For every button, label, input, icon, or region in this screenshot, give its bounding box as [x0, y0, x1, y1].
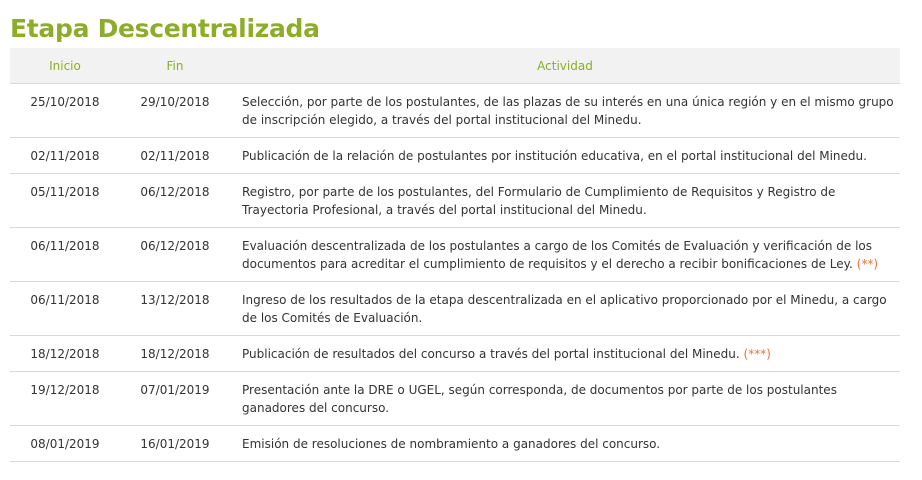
cell-start: 08/01/2019: [10, 426, 120, 462]
cell-end: 06/12/2018: [120, 174, 230, 228]
cell-start: 18/12/2018: [10, 336, 120, 372]
activity-text: Selección, por parte de los postulantes, de las plazas de su interés en una única región y en el mismo grupo de inscripción elegido, a través del portal institucional del Minedu.: [242, 95, 894, 127]
cell-end: 07/01/2019: [120, 372, 230, 426]
table-row: [10, 426, 900, 462]
table-row: [10, 336, 900, 372]
cell-end: 16/01/2019: [120, 426, 230, 462]
cell-end: 06/12/2018: [120, 228, 230, 282]
cell-activity: [230, 138, 900, 174]
cell-start: 05/11/2018: [10, 174, 120, 228]
footnote-mark: (**): [856, 257, 879, 271]
cell-start: 06/11/2018: [10, 282, 120, 336]
cell-activity: [230, 336, 900, 372]
cell-activity: [230, 84, 900, 138]
activity-text: Ingreso de los resultados de la etapa descentralizada en el aplicativo proporcionado por el Minedu, a cargo de los Comités de Evaluación.: [242, 293, 887, 325]
activity-text: Publicación de la relación de postulantes por institución educativa, en el portal institucional del Minedu.: [242, 149, 867, 163]
cell-start: 06/11/2018: [10, 228, 120, 282]
table-row: [10, 174, 900, 228]
cell-activity: [230, 282, 900, 336]
cell-start: 19/12/2018: [10, 372, 120, 426]
cell-end: 18/12/2018: [120, 336, 230, 372]
activity-text: Emisión de resoluciones de nombramiento a ganadores del concurso.: [242, 437, 661, 451]
activity-text: Presentación ante la DRE o UGEL, según corresponda, de documentos por parte de los postulantes ganadores del concurso.: [242, 383, 837, 415]
header-start: Inicio: [10, 48, 120, 84]
cell-activity: [230, 372, 900, 426]
activity-text: Publicación de resultados del concurso a través del portal institucional del Minedu.: [242, 347, 740, 361]
table-row: [10, 138, 900, 174]
activity-text: Registro, por parte de los postulantes, del Formulario de Cumplimiento de Requisitos y Registro de Trayectoria Profesional, a través del portal institucional del Minedu.: [242, 185, 836, 217]
cell-activity: [230, 174, 900, 228]
footnote-mark: (***): [743, 347, 771, 361]
cell-end: 29/10/2018: [120, 84, 230, 138]
cell-start: 25/10/2018: [10, 84, 120, 138]
cell-activity: [230, 426, 900, 462]
table-row: [10, 84, 900, 138]
cell-end: 13/12/2018: [120, 282, 230, 336]
cell-end: 02/11/2018: [120, 138, 230, 174]
page-title: Etapa Descentralizada: [10, 14, 320, 43]
table-row: [10, 282, 900, 336]
cell-activity: [230, 228, 900, 282]
table-row: [10, 372, 900, 426]
table-header-row: [10, 48, 900, 84]
schedule-table: [10, 48, 900, 462]
table-row: [10, 228, 900, 282]
header-end: Fin: [120, 48, 230, 84]
cell-start: 02/11/2018: [10, 138, 120, 174]
header-activity: Actividad: [230, 48, 900, 84]
activity-text: Evaluación descentralizada de los postulantes a cargo de los Comités de Evaluación y verificación de los documentos para acreditar el cumplimiento de requisitos y el derecho a recibir bonificaciones de Ley.: [242, 239, 873, 271]
